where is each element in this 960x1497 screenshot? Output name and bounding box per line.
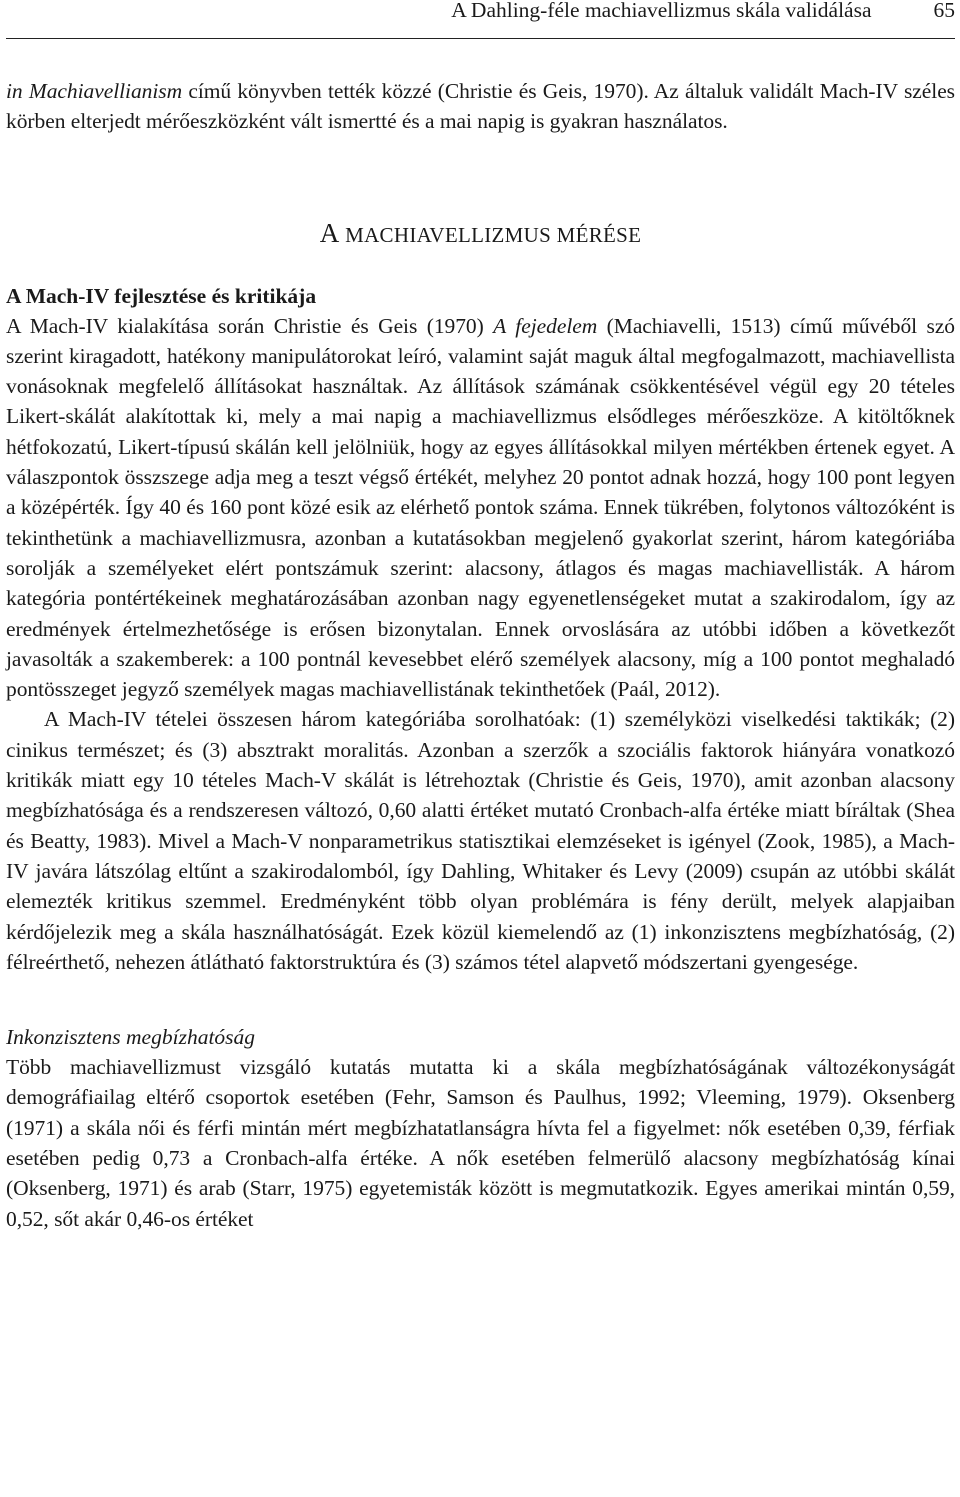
body-paragraph-1-italic: A fejedelem: [493, 313, 598, 338]
body-paragraph-1-lead: A Mach-IV kialakítása során Christie és Geis (1970): [6, 313, 494, 338]
running-header-title: A Dahling-féle machiavellizmus skála validálása: [451, 0, 872, 22]
subsubsection-heading: Inkonzisztens megbízhatóság: [6, 1025, 256, 1050]
intro-text: című könyvben tették közzé (Christie és Geis, 1970). Az általuk validált Mach-IV széles körben elterjedt mérőeszközként vált ismertté és a mai napig is gyakran használatos.: [6, 79, 955, 134]
section-heading: [6, 217, 955, 251]
section-heading-initial: A: [319, 217, 346, 248]
page-number: 65: [933, 0, 955, 22]
running-header: [6, 0, 955, 39]
body-paragraph-2: A Mach-IV tételei összesen három kategóriába sorolhatóak: (1) személyközi viselkedési taktikák; (2) cinikus természet; és (3) absztrakt moralitás. Azonban a szerzők a szociális faktorok hiányára vonatkozó kritikák miatt egy 10 tételes Mach-V skálát is létrehoztak (Christie és Geis, 1970), amit azonban alacsony megbízhatósága és a rendszeresen változó, 0,60 alatti értéket mutató Cronbach-alfa értéke miatt bíráltak (Shea és Beatty, 1983). Mivel a Mach-V nonparametrikus statisztikai elemzéseket is igényel (Zook, 1985), a Mach-IV javára látszólag eltűnt a szakirodalomból, így Dahling, Whitaker és Levy (2009) csupán az utóbbi skálát elemezték kritikus szemmel. Eredményként több olyan problémára is fény derült, melyek alapjaiban kérdőjelezik meg a skála használhatóságát. Ezek közül kiemelendő az (1) inkonzisztens megbízhatóság, (2) félreérthető, nehezen átlátható faktorstruktúra és (3) számos tétel alapvető módszertani gyengesége.: [6, 707, 955, 974]
subsection-heading: A Mach-IV fejlesztése és kritikája: [6, 283, 317, 308]
intro-paragraph: [6, 76, 955, 137]
section-heading-rest: MACHIAVELLIZMUS MÉRÉSE: [345, 222, 642, 247]
body-paragraph-1: [6, 311, 955, 705]
page: [6, 0, 955, 1234]
body-paragraph-3: Több machiavellizmust vizsgáló kutatás mutatta ki a skála megbízhatóságának változékonyságát demográfiailag eltérő csoportok esetében (Fehr, Samson és Paulhus, 1992; Vleeming, 1979). Oksenberg (1971) a skála női és férfi mintán mért megbízhatatlanságra hívta fel a figyelmet: nők esetében 0,39, férfiak esetében pedig 0,73 a Cronbach-alfa értéke. A nők esetében felmerülő alacsony megbízhatóság kínai (Oksenberg, 1971) és arab (Starr, 1975) egyetemisták között is megmutatkozik. Egyes amerikai mintán 0,59, 0,52, sőt akár 0,46-os értéket: [6, 1055, 955, 1231]
intro-italic-title: in Machiavellianism: [6, 79, 183, 103]
body-paragraph-1-rest: (Machiavelli, 1513) című művéből szó szerint kiragadott, hatékony manipulátorokat leíró, valamint saját maguk által megfogalmazott, machiavellista vonásoknak megfelelő állításokat használtak. Az állítások számának csökkentésével végül egy 20 tételes Likert-skálát alakítottak ki, mely a mai napig a machiavellizmus elsődleges mérőeszköze. A kitöltőknek hétfokozatú, Likert-típusú skálán kell jelölniük, hogy az egyes állításokkal milyen mértékben értenek egyet. A válaszpontok összszege adja meg a teszt végső értékét, melyhez 20 pontot adnak hozzá, hogy 100 pont legyen a középérték. Így 40 és 160 pont közé esik az elérhető pontok száma. Ennek tükrében, folytonos változóként is tekinthetünk a machiavellizmusra, azonban a kutatásokban megjelenő gyakorlat szerint, három kategóriába sorolják a személyeket elért pontszámuk szerint: alacsony, átlagos és magas machiavellisták. A három kategória pontértékeinek meghatározásában azonban nagy egyenetlenségeket mutat a szakirodalom, így az eredmények értelmezhetősége is erősen bizonytalan. Ennek orvoslására az utóbbi időben a következőt javasolták a szakemberek: a 100 pontnál kevesebbet elérő személyek alacsony, míg a 100 pontot meghaladó pontösszeget jegyző személyek magas machiavellistának tekinthetőek (Paál, 2012).: [6, 313, 956, 702]
